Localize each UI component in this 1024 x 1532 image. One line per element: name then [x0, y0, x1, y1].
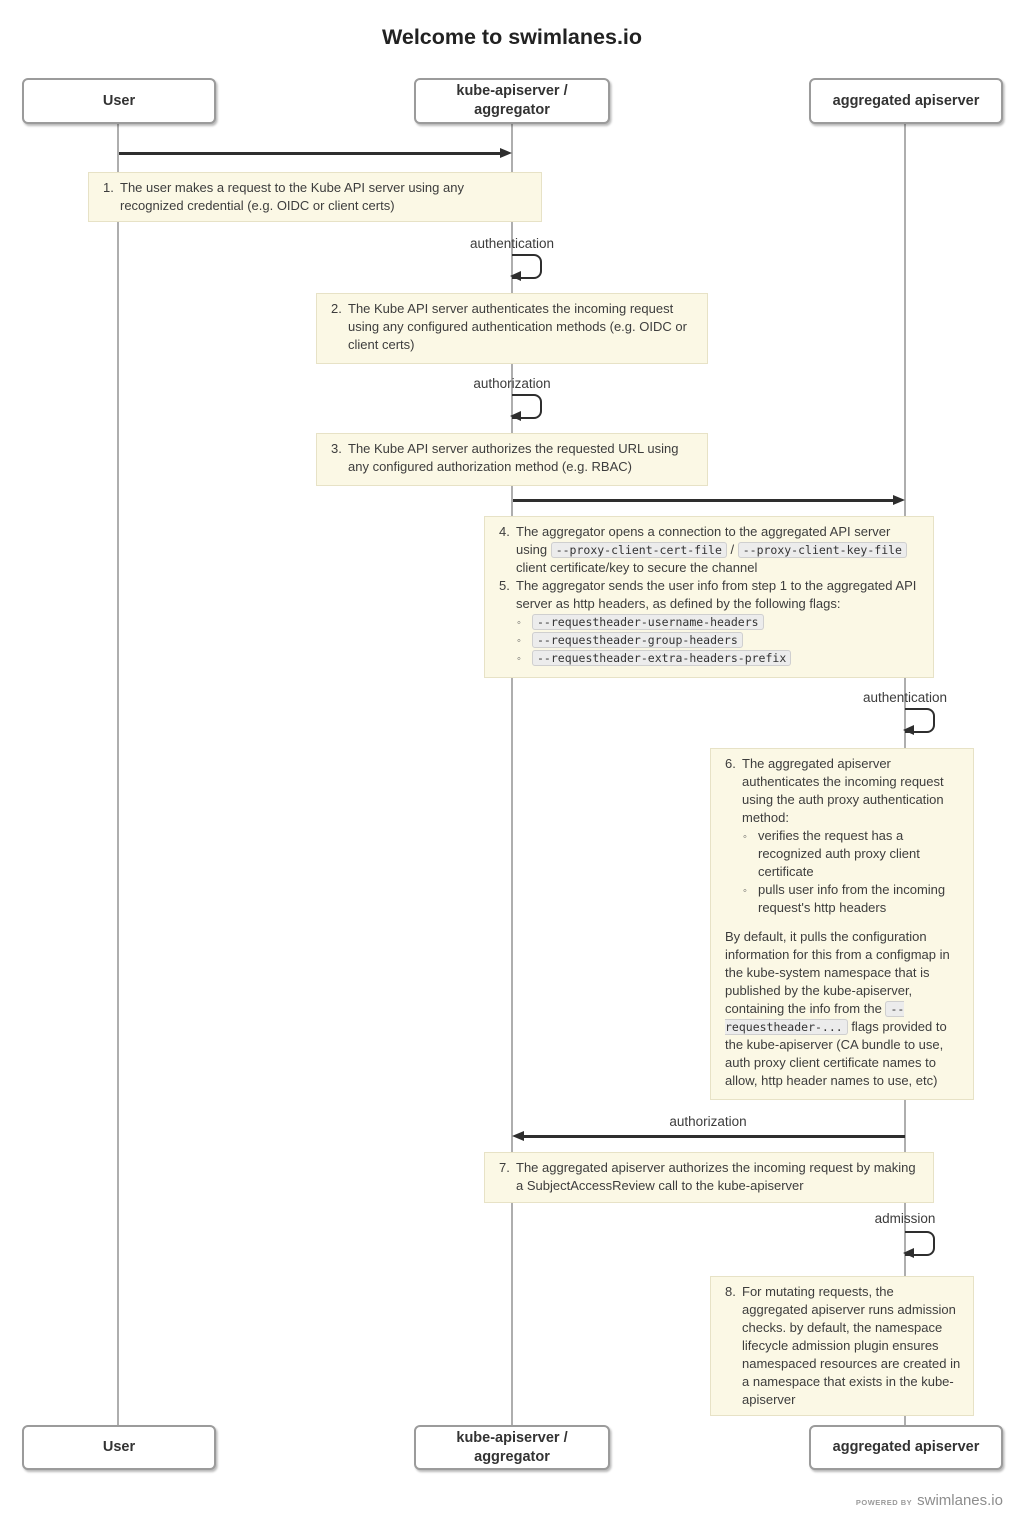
- note-text: The aggregator opens a connection to the aggregated API server using --proxy-client-cert-file / --proxy-client-key-file client certificate/key to secure the channel: [516, 523, 923, 577]
- arrow-kube-to-aggregated-head-icon: [893, 495, 905, 505]
- note-text: For mutating requests, the aggregated apiserver runs admission checks. by default, the namespace lifecycle admission plugin ensures namespaced resources are created in a namespace that exists in the kube-apiserver: [742, 1284, 961, 1407]
- note-text: [532, 613, 923, 631]
- actor-label-kube-bottom-line1: kube-apiserver /: [456, 1429, 568, 1446]
- actor-box-kube-apiserver-bottom: [414, 1425, 610, 1470]
- label-admission-aggregated: admission: [874, 1211, 936, 1226]
- code-chip: --requestheader-group-headers: [532, 632, 743, 648]
- note-step-7: [484, 1152, 934, 1203]
- self-loop-arrowhead-icon: [510, 411, 521, 421]
- note-item-number: 7.: [499, 1160, 510, 1175]
- note-step-2: [316, 293, 708, 364]
- actor-box-aggregated-top: [809, 78, 1003, 124]
- label-authentication-aggregated: authentication: [862, 690, 948, 705]
- label-authentication-kube: authentication: [469, 236, 555, 251]
- note-text: The Kube API server authenticates the incoming request using any configured authentication methods (e.g. OIDC or client certs): [348, 301, 687, 352]
- note-text: The aggregator sends the user info from step 1 to the aggregated API server as http headers, as defined by the following flags:: [516, 577, 917, 611]
- note-text: The Kube API server authorizes the requested URL using any configured authorization method (e.g. RBAC): [348, 441, 679, 474]
- arrow-kube-to-aggregated-line: [513, 499, 894, 502]
- note-step-8: [710, 1276, 974, 1416]
- actor-label-kube-bottom-line2: aggregator: [474, 1448, 550, 1465]
- code-chip: --requestheader-extra-headers-prefix: [532, 650, 791, 666]
- label-authorization-aggregated: authorization: [669, 1114, 747, 1129]
- note-text: The user makes a request to the Kube API server using any recognized credential (e.g. OIDC or client certs): [120, 180, 464, 213]
- note-text: [532, 649, 923, 667]
- note-text: [532, 631, 923, 649]
- arrow-aggregated-to-kube-head-icon: [512, 1131, 524, 1141]
- note-item-number: 4.: [499, 524, 510, 539]
- footer: [856, 1492, 1003, 1509]
- powered-by-label: POWERED BY: [855, 1498, 913, 1507]
- actor-label-user-bottom: User: [102, 1439, 136, 1456]
- bullet-marker-icon: ◦: [517, 653, 521, 666]
- actor-box-aggregated-bottom: [809, 1425, 1003, 1470]
- actor-label-user-top: User: [102, 92, 136, 109]
- note-item-number: 2.: [331, 301, 342, 316]
- actor-label-kube-top-line2: aggregator: [474, 102, 550, 118]
- arrow-user-to-kube-head-icon: [500, 148, 512, 158]
- code-chip: --proxy-client-key-file: [738, 542, 907, 558]
- actor-label-kube-top-line1: kube-apiserver /: [456, 83, 568, 100]
- swimlanes-brand-link[interactable]: swimlanes.io: [917, 1492, 1003, 1509]
- lifeline-user: [117, 123, 119, 1425]
- note-item-number: 5.: [499, 577, 510, 593]
- note-text: verifies the request has a recognized auth proxy client certificate: [758, 827, 920, 879]
- note-step-1: [88, 172, 542, 222]
- code-chip: --requestheader-username-headers: [532, 614, 764, 630]
- self-loop-admission-aggregated: [905, 1231, 935, 1256]
- label-authorization-kube: authorization: [473, 376, 551, 391]
- self-loop-authorization-kube: [512, 394, 542, 419]
- note-text: By default, it pulls the configuration information for this from a configmap in the kube-system namespace that is published by the kube-apiserver, containing the info from the --requestheader-... flags provided to the kube-apiserver (CA bundle to use, auth proxy client certificate names to allow, http header names to use, etc): [725, 929, 950, 1088]
- arrow-aggregated-to-kube-line: [524, 1135, 905, 1138]
- note-item-number: 6.: [725, 756, 736, 771]
- self-loop-authentication-kube: [512, 254, 542, 279]
- code-chip: --proxy-client-cert-file: [551, 542, 727, 558]
- actor-label-aggregated-bottom: aggregated apiserver: [832, 1439, 980, 1456]
- note-text: pulls user info from the incoming request's http headers: [758, 881, 946, 915]
- note-item-number: 3.: [331, 441, 342, 456]
- bullet-marker-icon: ◦: [517, 634, 521, 647]
- actor-box-kube-apiserver-top: [414, 78, 610, 124]
- note-steps-4-5: [484, 516, 934, 678]
- self-loop-authentication-aggregated: [905, 708, 935, 733]
- note-text: The aggregated apiserver authenticates the incoming request using the auth proxy authentication method:: [742, 756, 944, 825]
- actor-box-user-bottom: [22, 1425, 216, 1470]
- bullet-marker-icon: ◦: [743, 830, 747, 843]
- actor-label-aggregated-top: aggregated apiserver: [832, 92, 980, 109]
- bullet-marker-icon: ◦: [743, 884, 747, 897]
- bullet-marker-icon: ◦: [517, 616, 521, 629]
- self-loop-arrowhead-icon: [903, 725, 914, 735]
- note-step-6: [710, 748, 974, 1100]
- self-loop-arrowhead-icon: [510, 271, 521, 281]
- self-loop-arrowhead-icon: [903, 1248, 914, 1258]
- arrow-user-to-kube-line: [119, 152, 501, 155]
- note-item-number: 8.: [725, 1284, 736, 1299]
- note-step-3: [316, 433, 708, 486]
- note-item-number: 1.: [103, 180, 114, 195]
- note-text: The aggregated apiserver authorizes the incoming request by making a SubjectAccessReview call to the kube-apiserver: [516, 1160, 916, 1193]
- actor-box-user-top: [22, 78, 216, 124]
- page-title: Welcome to swimlanes.io: [381, 25, 643, 49]
- code-chip: --requestheader-...: [725, 1002, 905, 1035]
